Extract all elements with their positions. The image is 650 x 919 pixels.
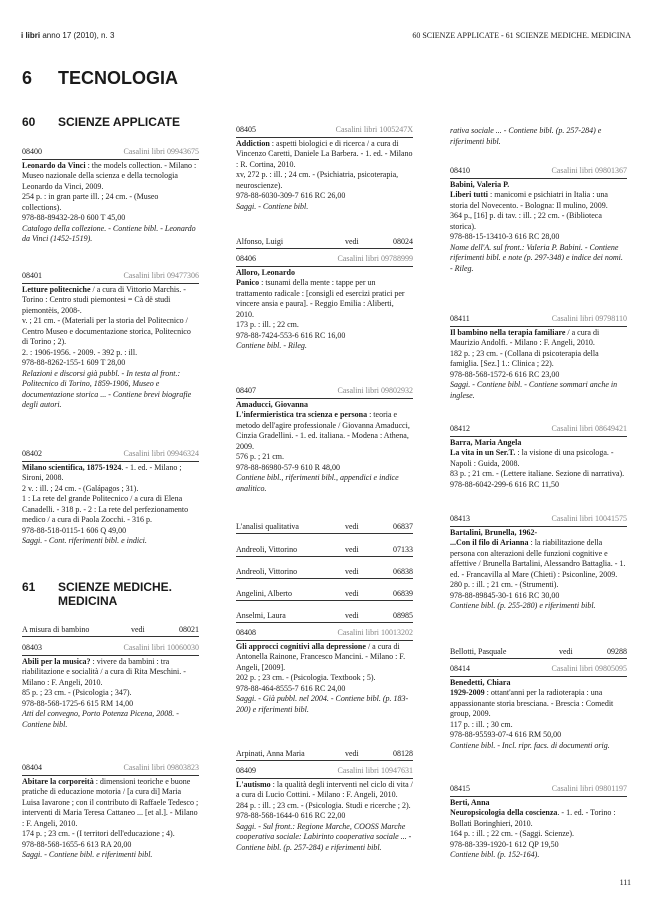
entry-title: Letture politecniche — [22, 284, 91, 294]
cross-reference — [236, 611, 413, 623]
entry-notes: Saggi. - Cont. riferimenti bibl. e indici. — [22, 536, 147, 545]
publisher-code: Casalini libri 09805095 — [551, 664, 627, 673]
publisher-code: Casalini libri 09477306 — [123, 271, 199, 280]
entry-isbn: 978-88-6030-309-7 616 RC 26,00 — [236, 191, 346, 200]
xref-see: vedi — [559, 647, 573, 656]
entry-notes: Saggi. - Sul front.: Regione Marche, COOSS Marche cooperativa sociale: Labirinto cooperativa sociale ... - Contiene bibl. (p. 257-284) e riferimenti bibl. — [236, 821, 412, 852]
entry-number: 08415 — [450, 784, 470, 793]
entry-author: Bartalini, Brunella, 1962- — [450, 527, 538, 537]
entry-header — [22, 763, 199, 776]
xref-name: Andreoli, Vittorino — [236, 567, 298, 576]
publisher-code: Casalini libri 10041575 — [551, 514, 627, 523]
cross-reference — [236, 567, 413, 579]
chapter-number: 6 — [22, 68, 33, 88]
publisher-code: Casalini libri 10013202 — [337, 628, 413, 637]
entry-title: Gli approcci cognitivi alla depressione — [236, 641, 366, 651]
entry-title: La vita in un Ser.T. — [450, 448, 516, 457]
entry-number: 08410 — [450, 166, 470, 175]
catalog-entry-08405 — [236, 125, 413, 212]
entry-notes: Contiene bibl. - Incl. ripr. facs. di documenti orig. — [450, 740, 610, 750]
publisher-code: Casalini libri 09803823 — [123, 763, 199, 772]
entry-title: Abitare la corporeità — [22, 776, 94, 786]
entry-description: : la riabilitazione della persona con alterazioni delle funzioni cognitive e affettive / Brunella Bartalini, Alessandro Battaglia. - 1. ed. - Francavilla al Mare (Chieti) : Psiconline, 2009. — [450, 538, 626, 579]
xref-name: Arpinati, Anna Maria — [236, 749, 305, 758]
section-60-title: SCIENZE APPLICATE — [58, 115, 181, 129]
entry-header — [22, 449, 199, 462]
entry-notes: Relazioni e discorsi già pubbl. - In testa al front.: Politecnico di Torino, 1859-1906, Museo e documentazione storica ... - Contiene brevi biografie degli autori. — [22, 368, 192, 409]
entry-isbn: 978-88-568-1572-6 616 RC 23,00 — [450, 369, 560, 379]
entry-notes: Contiene bibl. (p. 152-164). — [450, 850, 540, 859]
entry-notes: Saggi. - Già pubbl. nel 2004. - Contiene bibl. (p. 183-200) e riferimenti bibl. — [236, 694, 409, 714]
entry-author: Berti, Anna — [450, 797, 490, 807]
catalog-entry-08414 — [450, 664, 627, 751]
cross-reference — [236, 545, 413, 557]
entry-physical: 174 p. ; 23 cm. - (I territori dell'educazione ; 4). — [22, 829, 175, 838]
running-head-sections: 60 SCIENZE APPLICATE - 61 SCIENZE MEDICHE. MEDICINA — [412, 31, 631, 40]
entry-author: Benedetti, Chiara — [450, 677, 511, 687]
section-61-title — [58, 580, 172, 608]
entry-header — [22, 643, 199, 656]
entry-isbn: 978-88-518-0115-1 606 Q 49,00 — [22, 525, 127, 535]
catalog-entry-08401 — [22, 271, 199, 411]
entry-number: 08403 — [22, 643, 42, 652]
xref-code: 08985 — [393, 611, 413, 620]
cross-reference — [236, 237, 413, 249]
entry-notes: Saggi. - Contiene bibl. — [236, 201, 309, 211]
entry-physical: 182 p. ; 23 cm. - (Collana di psicoterapia della famiglia. [Sez.] 1.: Clinica ; 22). — [450, 348, 599, 368]
entry-description: / a cura di Antonella Rainone, Francesco Mancini. - Milano : F. Angeli, [2009]. — [236, 641, 406, 672]
entry-description: : la visione di una psicologa. - Napoli : Guida, 2008. — [450, 448, 614, 468]
entry-header — [22, 271, 199, 284]
entry-notes: Contiene bibl., riferimenti bibl., appendici e indice analitico. — [236, 473, 399, 493]
catalog-entry-08413 — [450, 514, 627, 612]
entry-isbn: 978-88-95593-07-4 616 RM 50,00 — [450, 730, 562, 739]
xref-name: Angelini, Alberto — [236, 589, 292, 598]
entry-physical: 576 p. ; 21 cm. — [236, 452, 284, 461]
xref-name: Andreoli, Vittorino — [236, 545, 298, 554]
section-61-title-line1: SCIENZE MEDICHE. — [58, 580, 173, 594]
entry-number: 08405 — [236, 125, 256, 134]
entry-isbn: 978-88-568-1644-0 616 RC 22,00 — [236, 811, 346, 820]
entry-physical: 280 p. : ill. ; 21 cm. - (Strumenti). — [450, 580, 559, 589]
entry-notes: Atti del convegno, Porto Potenza Picena, 2008. - Contiene bibl. — [22, 709, 179, 729]
cross-reference — [236, 589, 413, 601]
xref-see: vedi — [345, 522, 359, 531]
entry-physical: 284 p. : ill. ; 23 cm. - (Psicologia. Studi e ricerche ; 2). — [236, 800, 411, 810]
xref-code: 08128 — [393, 749, 413, 758]
catalog-entry-08415 — [450, 784, 627, 861]
entry-number: 08404 — [22, 763, 42, 772]
entry-header — [22, 147, 199, 160]
entry-volume: 2. : 1906-1956. - 2009. - 392 p. : ill. — [22, 347, 138, 357]
entry-isbn: 978-88-7424-553-6 616 RC 16,00 — [236, 330, 346, 340]
catalog-entry-08406 — [236, 254, 413, 352]
entry-title: Addiction — [236, 138, 270, 148]
entry-description: : vivere da bambini : tra riabilitazione e socialità / a cura di Rita Meschini. - Milano : F. Angeli, 2010. — [22, 656, 186, 687]
catalog-entry-08400 — [22, 147, 199, 245]
xref-see: vedi — [345, 567, 359, 576]
catalog-entry-08403 — [22, 643, 199, 730]
xref-name: A misura di bambino — [22, 625, 90, 634]
entry-description: . - 1. ed. - Milano ; Sironi, 2008. — [22, 462, 182, 482]
entry-notes: Nome dell'A. sul front.: Valeria P. Babini. - Contiene riferimenti bibl. e note (p. 297-348) e indice dei nomi. - Rileg. — [450, 242, 623, 273]
entry-number: 08408 — [236, 628, 256, 637]
xref-code: 07133 — [393, 545, 413, 554]
xref-code: 06839 — [393, 589, 413, 598]
publisher-code: Casalini libri 09802932 — [337, 386, 413, 395]
entry-header — [450, 514, 627, 527]
entry-description: : teoria e metodo dell'agire professionale / Giovanna Amaducci, Cinzia Gradellini. - 1. ed. italiana. - Modena : Athena, 2009. — [236, 410, 410, 451]
entry-title: Il bambino nella terapia familiare — [450, 327, 566, 337]
entry-number: 08407 — [236, 386, 256, 395]
running-head-journal — [21, 31, 114, 40]
entry-isbn: 978-88-568-1655-6 613 RA 20,00 — [22, 839, 132, 849]
catalog-entry-08402 — [22, 449, 199, 547]
publisher-code: Casalini libri 10947631 — [337, 766, 413, 775]
entry-physical: 117 p. : ill. ; 30 cm. — [450, 719, 513, 729]
entry-header — [450, 166, 627, 179]
catalog-entry-08409 — [236, 766, 413, 853]
entry-description: : manicomi e psichiatri in Italia : una storia del Novecento. - Bologna: Il mulino, 2009. — [450, 190, 608, 210]
cross-reference — [236, 749, 413, 761]
xref-see: vedi — [345, 589, 359, 598]
section-60-number: 60 — [22, 115, 36, 129]
entry-isbn: 978-88-339-1920-1 612 QP 19,50 — [450, 839, 559, 849]
publisher-code: Casalini libri 09798110 — [551, 314, 627, 323]
entry-physical: 202 p. ; 23 cm. - (Psicologia. Textbook ; 5). — [236, 673, 376, 682]
entry-title: Neuropsicologia della coscienza — [450, 808, 558, 817]
publisher-code: Casalini libri 09946324 — [123, 449, 199, 458]
publisher-code: Casalini libri 10060030 — [123, 643, 199, 652]
xref-see: vedi — [131, 625, 145, 634]
entry-description: / a cura di Maurizio Andolfi. - Milano : F. Angeli, 2010. — [450, 327, 600, 347]
entry-number: 08411 — [450, 314, 470, 323]
entry-title: Panico — [236, 278, 260, 287]
entry-isbn: 978-88-15-13410-3 616 RC 28,00 — [450, 232, 560, 241]
entry-title: L'autismo — [236, 779, 271, 789]
entry-header — [450, 314, 627, 327]
cross-reference — [236, 522, 413, 534]
entry-number: 08413 — [450, 514, 470, 523]
catalog-entry-08412 — [450, 424, 627, 490]
entry-physical: v. ; 21 cm. - (Materiali per la storia del Politecnico / Centro Museo e documentazione storica, Politecnico di Torino ; 2). — [22, 316, 191, 346]
entry-author: Alloro, Leonardo — [236, 267, 295, 277]
entry-description: : aspetti biologici e di ricerca / a cura di Vincenzo Caretti, Daniele La Barbera. - 1. ed. - Milano : R. Cortina, 2010. — [236, 138, 413, 169]
entry-header — [236, 254, 413, 267]
xref-name: L'analisi qualitativa — [236, 522, 299, 531]
publisher-code: Casalini libri 09943675 — [123, 147, 199, 156]
xref-name: Anselmi, Laura — [236, 611, 286, 620]
entry-number: 08412 — [450, 424, 470, 433]
entry-number: 08406 — [236, 254, 256, 263]
xref-code: 08021 — [179, 625, 199, 634]
cross-reference — [22, 625, 199, 637]
entry-header — [236, 125, 413, 138]
entry-physical: 173 p. : ill. ; 22 cm. — [236, 320, 299, 329]
entry-volume: 1 : La rete del grande Politecnico / a cura di Elena Canadelli. - 318 p. - 2 : La rete del perfezionamento medico / a cura di Paola Zocchi. - 316 p. — [22, 494, 189, 524]
entry-isbn: 978-88-89845-30-1 616 RC 30,00 — [450, 590, 560, 600]
journal-name: i libri — [21, 31, 41, 40]
entry-title: Abili per la musica? — [22, 656, 91, 666]
entry-author: Amaducci, Giovanna — [236, 399, 309, 409]
xref-name: Alfonso, Luigi — [236, 237, 284, 246]
entry-physical: 254 p. : in gran parte ill. ; 24 cm. - (Museo collections). — [22, 192, 159, 212]
xref-see: vedi — [345, 237, 359, 246]
entry-physical: 2 v. : ill. ; 24 cm. - (Galápagos ; 31). — [22, 483, 139, 493]
catalog-entry-08410 — [450, 166, 627, 274]
entry-number: 08400 — [22, 147, 42, 156]
entry-author: Babini, Valeria P. — [450, 179, 510, 189]
entry-header — [236, 628, 413, 641]
journal-issue: anno 17 (2010), n. 3 — [40, 31, 115, 40]
entry-author: Barra, Maria Angela — [450, 437, 522, 447]
entry-header — [450, 424, 627, 437]
xref-code: 06837 — [393, 522, 413, 531]
xref-see: vedi — [345, 545, 359, 554]
xref-see: vedi — [345, 611, 359, 620]
entry-physical: 85 p. ; 23 cm. - (Psicologia ; 347). — [22, 688, 132, 697]
publisher-code: Casalini libri 09801367 — [551, 166, 627, 175]
entry-notes: Saggi. - Contiene bibl. - Contiene sommari anche in inglese. — [450, 380, 618, 400]
entry-description: . - 1. ed. - Torino : Bollati Boringhieri, 2010. — [450, 808, 616, 828]
entry-description: : dimensioni teoriche e buone pratiche di educazione motoria / [a cura di] Maria Luisa Iavarone ; con il contributo di Raffaele Tedesco ; interventi di Maria Teresa Cattaneo ... [et al.]. - Milano : F. Angeli, 2010. — [22, 776, 199, 828]
entry-title: Liberi tutti — [450, 190, 488, 199]
entry-physical: xv, 272 p. : ill. ; 24 cm. - (Psichiatria, psicoterapia, neuroscienze). — [236, 170, 399, 190]
entry-physical: 83 p. ; 21 cm. - (Lettere italiane. Sezione di narrativa). — [450, 469, 625, 478]
entry-title: 1929-2009 — [450, 688, 485, 697]
entry-number: 08401 — [22, 271, 42, 280]
section-61-title-line2: MEDICINA — [58, 594, 118, 608]
entry-number: 08414 — [450, 664, 470, 673]
entry-description: : la qualità degli interventi nel ciclo di vita / a cura di Lucio Cottini. - Milano : F. Angeli, 2010. — [236, 779, 413, 799]
entry-08409-continuation: rativa sociale ... - Contiene bibl. (p. 257-284) e riferimenti bibl. — [450, 126, 602, 146]
entry-description: : tsunami della mente : tappe per un trattamento radicale : [consigli ed esercizi pratici per vincere ansia e paura]. - Reggio Emilia : Aliberti, 2010. — [236, 278, 405, 319]
entry-physical: 364 p., [16] p. di tav. : ill. ; 22 cm. - (Biblioteca storica). — [450, 211, 602, 231]
entry-isbn: 978-88-86980-57-9 610 R 48,00 — [236, 462, 340, 472]
xref-see: vedi — [345, 749, 359, 758]
entry-header — [450, 784, 627, 797]
entry-isbn: 978-88-568-1725-6 615 RM 14,00 — [22, 698, 134, 708]
xref-code: 09288 — [607, 647, 627, 656]
catalog-entry-08408 — [236, 628, 413, 715]
entry-notes: Catalogo della collezione. - Contiene bibl. - Leonardo da Vinci (1452-1519). — [22, 223, 196, 243]
entry-header — [236, 766, 413, 779]
page-number: 111 — [619, 878, 631, 887]
entry-description: : ottant'anni per la radioterapia : una appassionante storia bresciana. - Brescia : Comedit group, 2009. — [450, 688, 614, 718]
entry-notes: Saggi. - Contiene bibl. e riferimenti bibl. — [22, 850, 153, 859]
entry-isbn: 978-88-8262-155-1 609 T 28,00 — [22, 358, 126, 367]
section-61-number: 61 — [22, 580, 36, 594]
entry-notes: Contiene bibl. - Rileg. — [236, 341, 307, 350]
entry-title: Leonardo da Vinci — [22, 160, 86, 170]
catalog-entry-08404 — [22, 763, 199, 861]
entry-number: 08402 — [22, 449, 42, 458]
publisher-code: Casalini libri 09788999 — [337, 254, 413, 263]
entry-title: ...Con il filo di Arianna — [450, 538, 529, 547]
cross-reference — [450, 647, 627, 659]
entry-title: L'infermieristica tra scienza e persona — [236, 410, 368, 419]
entry-physical: 164 p. : ill. ; 22 cm. - (Saggi. Scienze). — [450, 829, 574, 838]
xref-code: 06838 — [393, 567, 413, 576]
entry-notes: Contiene bibl. (p. 255-280) e riferimenti bibl. — [450, 601, 596, 610]
catalog-entry-08407 — [236, 386, 413, 494]
publisher-code: Casalini libri 08649421 — [551, 424, 627, 433]
entry-isbn: 978-88-89432-28-0 600 T 45,00 — [22, 213, 126, 222]
publisher-code: Casalini libri 1005247X — [335, 125, 413, 134]
entry-title: Milano scientifica, 1875-1924 — [22, 462, 122, 472]
chapter-title: TECNOLOGIA — [58, 68, 178, 88]
catalog-entry-08411 — [450, 314, 627, 401]
entry-isbn: 978-88-6042-299-6 616 RC 11,50 — [450, 479, 560, 489]
entry-isbn: 978-88-464-8555-7 616 RC 24,00 — [236, 683, 346, 693]
xref-name: Bellotti, Pasquale — [450, 647, 507, 656]
entry-description: / a cura di Vittorio Marchis. - Torino : Centro studi piemontesi = Cà dë studi piemontèis, 2008-. — [22, 284, 186, 315]
entry-header — [236, 386, 413, 399]
publisher-code: Casalini libri 09801197 — [551, 784, 627, 793]
entry-number: 08409 — [236, 766, 256, 775]
xref-code: 08024 — [393, 237, 413, 246]
entry-header — [450, 664, 627, 677]
entry-description: : the models collection. - Milano : Museo nazionale della scienza e della tecnologia Leonardo da Vinci, 2009. — [22, 160, 197, 191]
